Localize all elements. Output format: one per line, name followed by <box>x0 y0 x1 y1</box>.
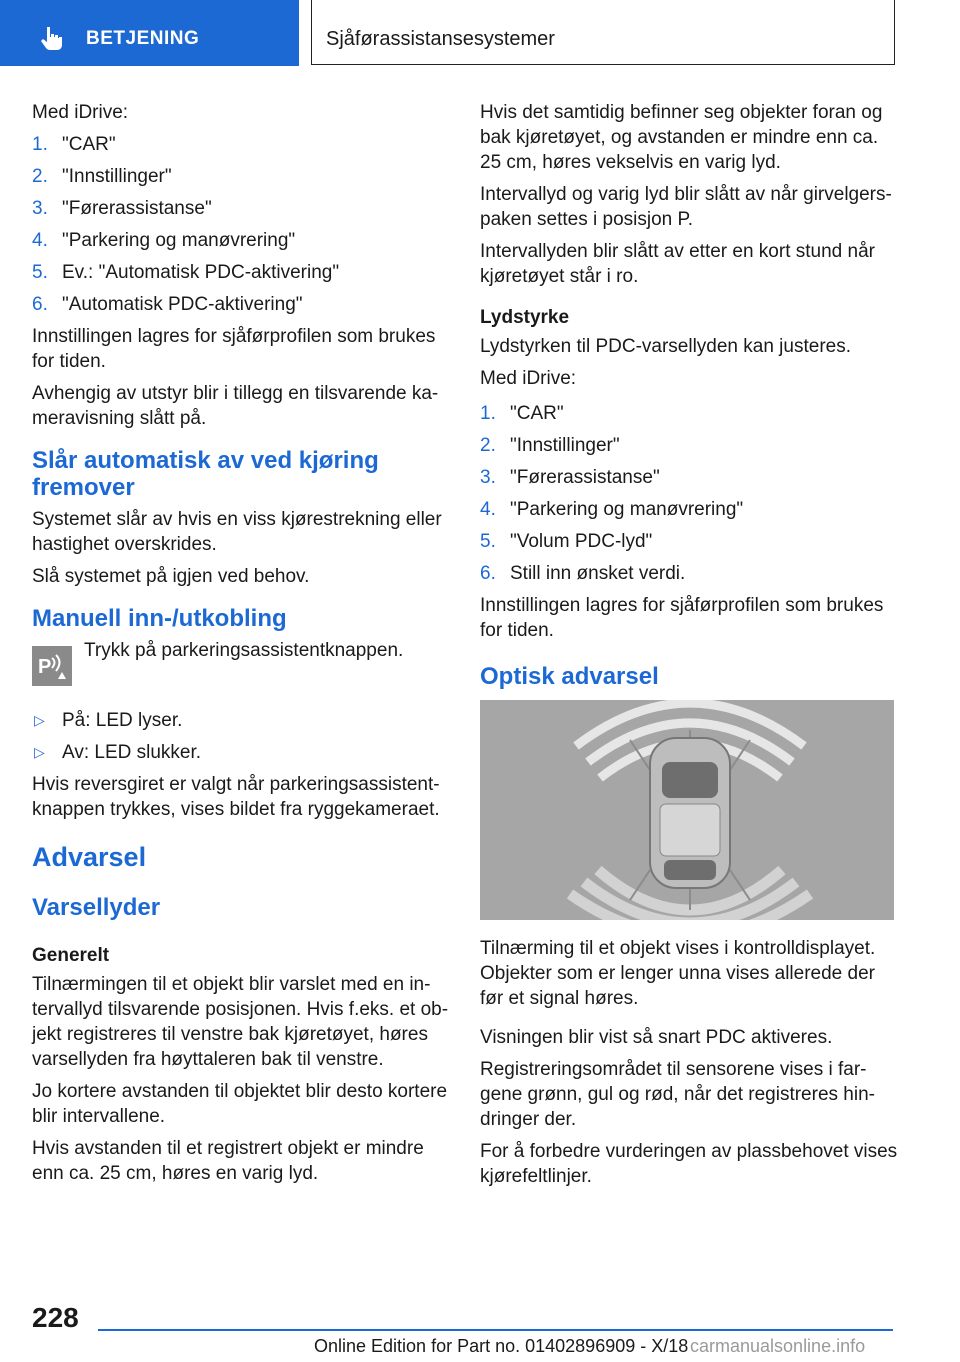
hand-pointer-icon <box>38 24 66 52</box>
step-number: 1. <box>480 403 496 424</box>
heading-volume: Lydstyrke <box>480 307 570 328</box>
list-item <box>32 260 452 285</box>
paragraph: Hvis det samtidig befinner seg objekter foran og bak kjøretøyet, og avstanden er mindre enn ca. 25 cm, høres vekselvis en varig lyd. <box>480 102 883 173</box>
step-text: "Førerassistanse" <box>510 467 660 488</box>
pdc-display-image <box>480 700 894 920</box>
paragraph: Visningen blir vist så snart PDC aktiveres. <box>480 1027 833 1048</box>
pdc-button-row <box>32 638 452 700</box>
list-item <box>480 465 898 490</box>
section-title: Sjåførassistansesystemer <box>326 28 555 50</box>
section-title-box <box>311 0 895 65</box>
list-item <box>32 292 452 317</box>
watermark: carmanualsonline.info <box>690 1336 866 1356</box>
list-item <box>32 740 452 765</box>
triangle-bullet-icon: ▷ <box>34 744 45 760</box>
heading-warning-sounds: Varsellyder <box>32 894 161 921</box>
page-number: 228 <box>32 1302 79 1333</box>
step-number: 6. <box>32 294 48 315</box>
left-column <box>32 100 452 1193</box>
paragraph: Systemet slår av hvis en viss kjørestrekning eller hastighet overskrides. <box>32 509 442 555</box>
paragraph: Jo kortere avstanden til objektet blir desto kortere blir intervallene. <box>32 1081 448 1127</box>
step-number: 5. <box>480 531 496 552</box>
svg-text:P: P <box>38 656 52 678</box>
step-text: Ev.: "Automatisk PDC-aktivering" <box>62 262 340 283</box>
paragraph: Hvis avstanden til et registrert objekt er mindre enn ca. 25 cm, høres en varig lyd. <box>32 1138 424 1184</box>
footer-divider <box>98 1329 893 1331</box>
chapter-tab-label: BETJENING <box>86 28 200 49</box>
paragraph: Lydstyrken til PDC-varsellyden kan justeres. <box>480 336 851 357</box>
paragraph: Intervallyden blir slått av etter en kort stund når kjøretøyet står i ro. <box>480 241 875 287</box>
right-column <box>480 100 898 1196</box>
step-number: 3. <box>480 467 496 488</box>
step-number: 4. <box>480 499 496 520</box>
intro-text: Med iDrive: <box>32 102 129 123</box>
heading-auto-off: Slår automatisk av ved kjøring fremover <box>32 447 379 501</box>
paragraph: Tilnærming til et objekt vises i kontrolldisplayet. Objekter som er lenger unna vises allerede der før et signal høres. <box>480 938 876 1009</box>
step-number: 3. <box>32 198 48 219</box>
bullet-text: På: LED lyser. <box>62 710 183 731</box>
volume-steps-list <box>480 401 898 586</box>
heading-general: Generelt <box>32 945 110 966</box>
step-text: "Parkering og manøvrering" <box>62 230 296 251</box>
step-text: "Førerassistanse" <box>62 198 212 219</box>
step-text: "Innstillinger" <box>510 435 620 456</box>
list-item <box>480 529 898 554</box>
parking-assistant-icon <box>32 646 72 686</box>
list-item <box>480 401 898 426</box>
pdc-instruction: Trykk på parkeringsassistentknappen. <box>84 640 404 661</box>
list-item <box>32 196 452 221</box>
paragraph: Tilnærmingen til et objekt blir varslet med en intervallyd tilsvarende posisjonen. Hvis f.eks. et objekt registreres til venstre bak kjøretøyet, høres varsellyden fra høyttaleren bak til venstre. <box>32 974 449 1070</box>
paragraph: Registreringsområdet til sensorene vises i fargene grønn, gul og rød, når det registreres hindringer der. <box>480 1059 875 1130</box>
heading-optical-warning: Optisk advarsel <box>480 663 659 690</box>
list-item <box>480 497 898 522</box>
step-text: "Innstillinger" <box>62 166 172 187</box>
step-number: 2. <box>480 435 496 456</box>
step-text: "CAR" <box>510 403 564 424</box>
list-item <box>32 164 452 189</box>
step-text: "Parkering og manøvrering" <box>510 499 744 520</box>
step-number: 6. <box>480 563 496 584</box>
heading-manual: Manuell inn-/utkobling <box>32 605 287 632</box>
step-text: "Volum PDC-lyd" <box>510 531 653 552</box>
list-item <box>32 132 452 157</box>
paragraph: For å forbedre vurderingen av plassbehovet vises kjørefeltlinjer. <box>480 1141 898 1187</box>
intro-text: Med iDrive: <box>480 368 577 389</box>
page-header <box>0 0 960 66</box>
car-top-view-icon <box>480 700 894 920</box>
list-item <box>32 228 452 253</box>
step-text: "Automatisk PDC-aktivering" <box>62 294 303 315</box>
triangle-bullet-icon: ▷ <box>34 712 45 728</box>
step-number: 4. <box>32 230 48 251</box>
list-item <box>32 708 452 733</box>
paragraph: Innstillingen lagres for sjåførprofilen som brukes for tiden. <box>480 595 884 641</box>
paragraph: Hvis reversgiret er valgt når parkeringsassistentknappen trykkes, vises bildet fra ryggekameraet. <box>32 774 440 820</box>
step-number: 5. <box>32 262 48 283</box>
footer-edition: Online Edition for Part no. 01402896909 - X/18 <box>314 1336 689 1356</box>
paragraph: Slå systemet på igjen ved behov. <box>32 566 310 587</box>
step-number: 2. <box>32 166 48 187</box>
paragraph: Intervallyd og varig lyd blir slått av når girvelgerspaken settes i posisjon P. <box>480 184 892 230</box>
idrive-steps-list <box>32 132 452 317</box>
paragraph: Innstillingen lagres for sjåførprofilen som brukes for tiden. <box>32 326 436 372</box>
step-text: "CAR" <box>62 134 116 155</box>
paragraph: Avhengig av utstyr blir i tillegg en tilsvarende kameravisning slått på. <box>32 383 439 429</box>
led-status-list <box>32 708 452 765</box>
bullet-text: Av: LED slukker. <box>62 742 202 763</box>
step-text: Still inn ønsket verdi. <box>510 563 686 584</box>
step-number: 1. <box>32 134 48 155</box>
heading-warning: Advarsel <box>32 842 147 872</box>
list-item <box>480 561 898 586</box>
list-item <box>480 433 898 458</box>
chapter-tab[interactable] <box>0 0 299 66</box>
